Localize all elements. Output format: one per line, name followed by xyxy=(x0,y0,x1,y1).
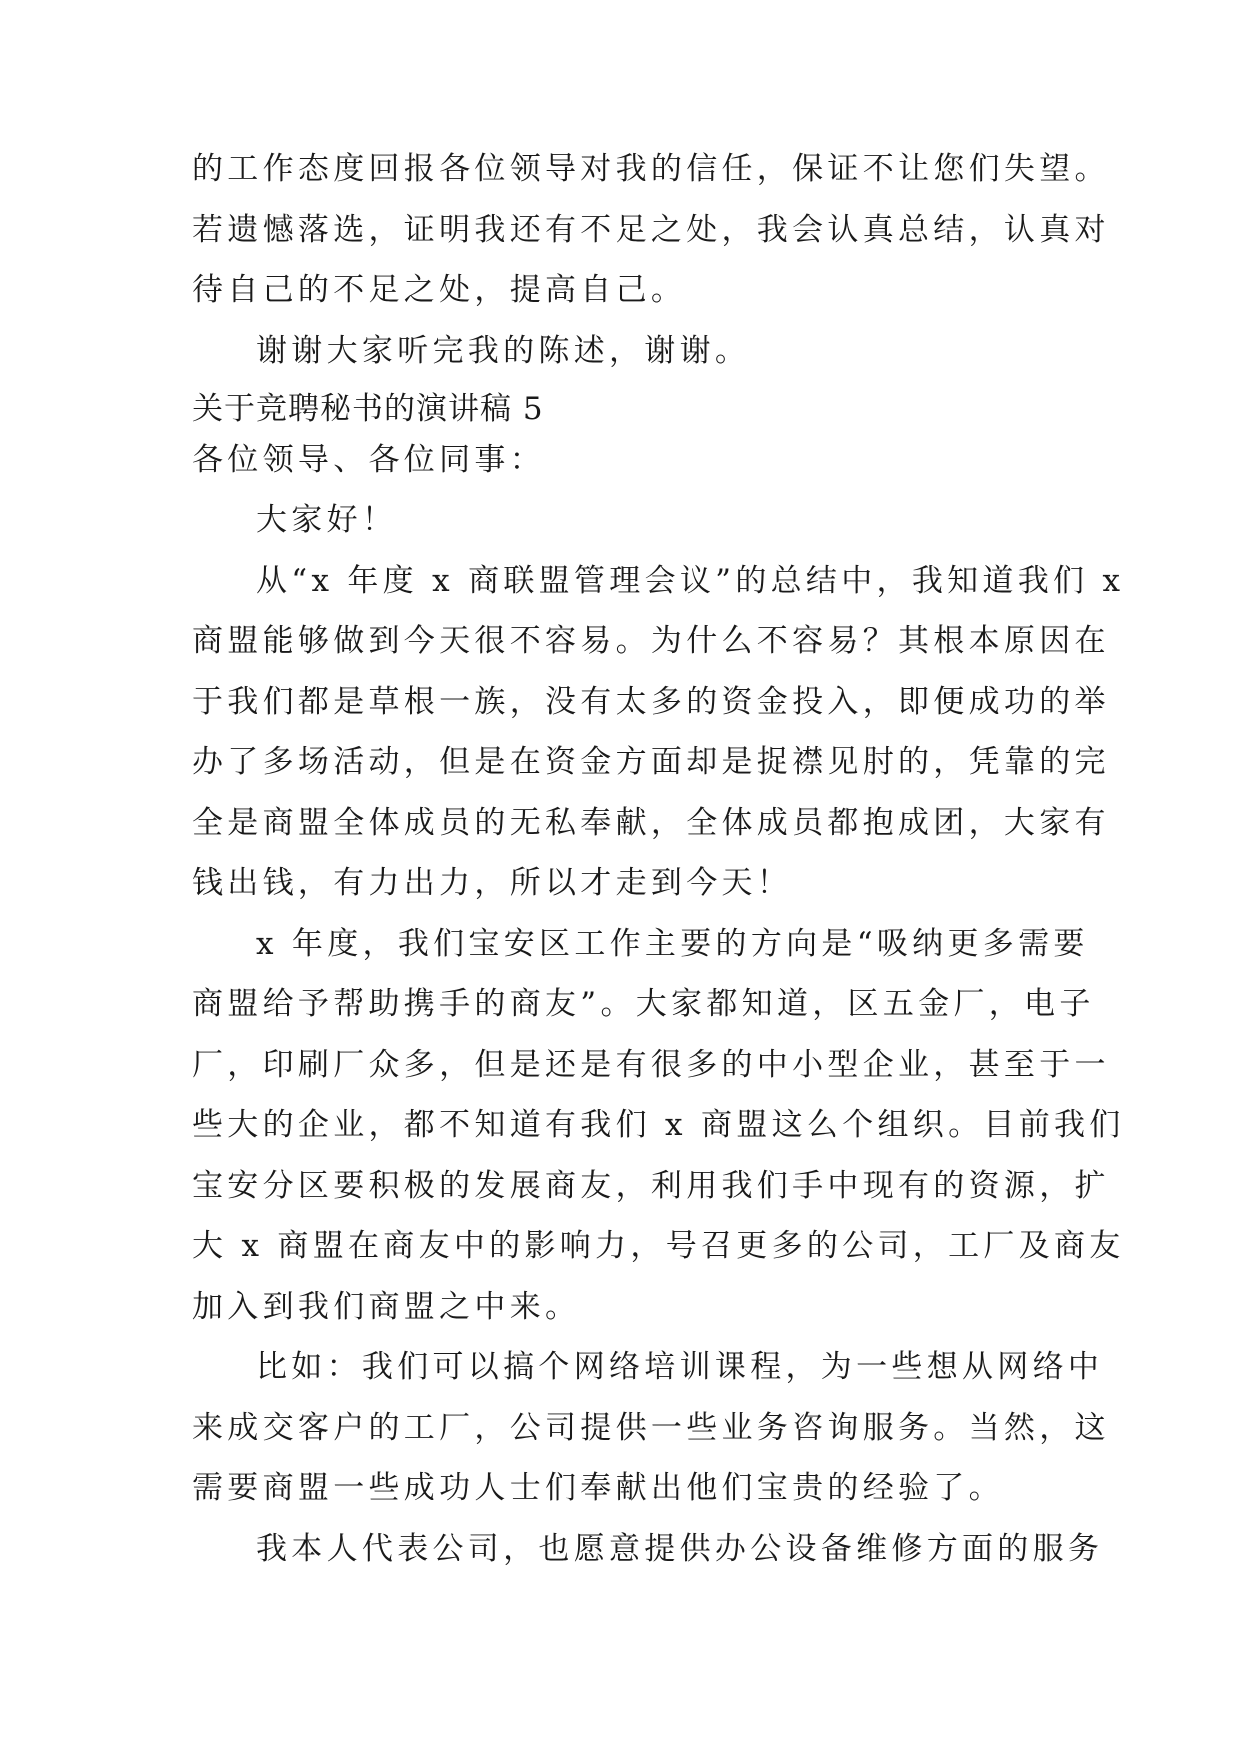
salutation: 各位领导、各位同事： xyxy=(192,442,545,478)
paragraph-line: 谢谢大家听完我的陈述，谢谢。 xyxy=(256,333,751,369)
paragraph-line: 比如：我们可以搞个网络培训课程，为一些想从网络中 xyxy=(256,1349,1104,1385)
paragraph-line: 商盟能够做到今天很不容易。为什么不容易？其根本原因在 xyxy=(192,623,1110,659)
section-title: 关于竞聘秘书的演讲稿 5 xyxy=(192,391,544,427)
paragraph-line: 来成交客户的工厂，公司提供一些业务咨询服务。当然，这 xyxy=(192,1410,1110,1446)
greeting: 大家好！ xyxy=(256,502,398,538)
paragraph-line: 些大的企业，都不知道有我们 x 商盟这么个组织。目前我们 xyxy=(192,1107,1125,1143)
paragraph-line: 宝安分区要积极的发展商友，利用我们手中现有的资源，扩 xyxy=(192,1168,1110,1204)
paragraph-line: 于我们都是草根一族，没有太多的资金投入，即便成功的举 xyxy=(192,684,1110,720)
paragraph-line: 若遗憾落选，证明我还有不足之处，我会认真总结，认真对 xyxy=(192,212,1110,248)
paragraph-line: 加入到我们商盟之中来。 xyxy=(192,1289,581,1325)
paragraph-line: 需要商盟一些成功人士们奉献出他们宝贵的经验了。 xyxy=(192,1470,1004,1506)
paragraph-line: 厂，印刷厂众多，但是还是有很多的中小型企业，甚至于一 xyxy=(192,1047,1110,1083)
paragraph-line: 待自己的不足之处，提高自己。 xyxy=(192,272,687,308)
paragraph-line: 全是商盟全体成员的无私奉献，全体成员都抱成团，大家有 xyxy=(192,805,1110,841)
paragraph-line: 大 x 商盟在商友中的影响力，号召更多的公司，工厂及商友 xyxy=(192,1228,1125,1264)
paragraph-line: 办了多场活动，但是在资金方面却是捉襟见肘的，凭靠的完 xyxy=(192,744,1110,780)
paragraph-line: 我本人代表公司，也愿意提供办公设备维修方面的服务 xyxy=(256,1531,1104,1567)
paragraph-line: 从“x 年度 x 商联盟管理会议”的总结中，我知道我们 x xyxy=(256,563,1125,599)
paragraph-line: x 年度，我们宝安区工作主要的方向是“吸纳更多需要 xyxy=(256,926,1089,962)
paragraph-line: 的工作态度回报各位领导对我的信任，保证不让您们失望。 xyxy=(192,151,1110,187)
paragraph-line: 商盟给予帮助携手的商友”。大家都知道，区五金厂，电子 xyxy=(192,986,1095,1022)
paragraph-line: 钱出钱，有力出力，所以才走到今天！ xyxy=(192,865,793,901)
